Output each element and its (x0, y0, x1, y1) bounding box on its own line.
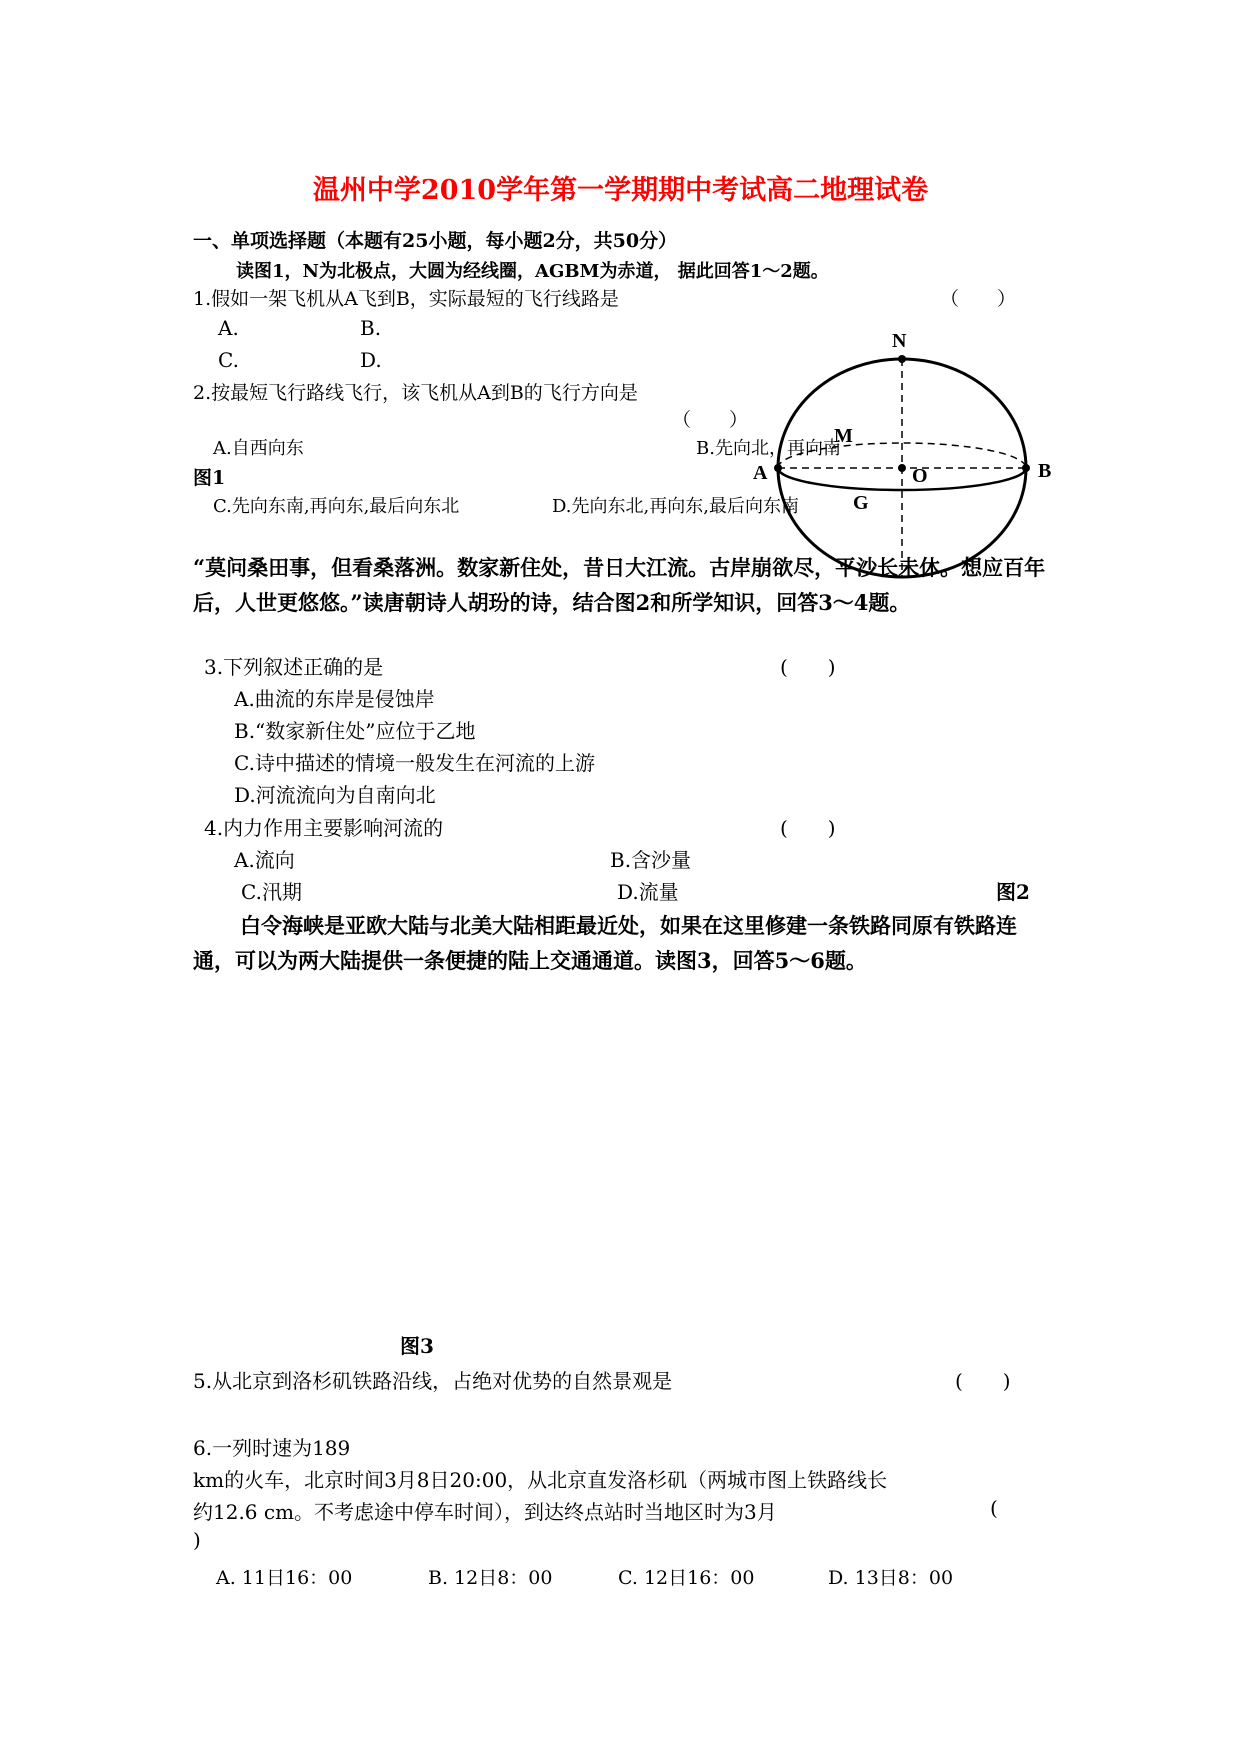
section-heading: 一、单项选择题（本题有25小题，每小题2分，共50分） (193, 230, 678, 252)
q4-option-d: D.流量 (617, 880, 679, 904)
q1-option-c: C. (218, 348, 239, 372)
figure1-caption: 图1 (193, 467, 226, 489)
q4-option-a: A.流向 (234, 848, 295, 872)
q6-paren-open: ( (990, 1496, 998, 1520)
q2-answer-paren: （ ） (672, 409, 749, 431)
q6-option-a: A. 11日16：00 (216, 1567, 353, 1589)
q2-option-c: C.先向东南,再向东,最后向东北 (213, 496, 460, 517)
figure2-caption: 图2 (996, 880, 1030, 904)
q1-option-a: A. (218, 316, 239, 340)
label-a: A (753, 462, 768, 484)
q2-option-a: A.自西向东 (213, 438, 304, 459)
q3-option-d: D.河流流向为自南向北 (234, 783, 436, 807)
label-m: M (834, 425, 853, 447)
q1-stem: 1.假如一架飞机从A飞到B，实际最短的飞行线路是 (193, 288, 619, 310)
q1-option-b: B. (360, 316, 382, 340)
q1-option-d: D. (360, 348, 382, 372)
figure3-caption: 图3 (400, 1334, 434, 1358)
q6-option-b: B. 12日8：00 (428, 1567, 553, 1589)
q4-stem: 4.内力作用主要影响河流的 (204, 816, 444, 840)
poem-passage: “莫问桑田事，但看桑落洲。数家新住处，昔日大江流。古岸崩欲尽，平沙长未休。想应百年后，人世更悠悠。”读唐朝诗人胡玢的诗，结合图2和所学知识，回答3～4题。 (193, 555, 1046, 615)
q4-answer-paren: ( ) (780, 816, 836, 840)
label-n: N (892, 330, 907, 352)
q6-paren-close: ) (193, 1528, 201, 1552)
q6-line-1: 6.一列时速为189 (193, 1436, 351, 1460)
q3-option-a: A.曲流的东岸是侵蚀岸 (234, 687, 435, 711)
q4-option-c: C.汛期 (241, 880, 302, 904)
q5-answer-paren: ( ) (955, 1369, 1011, 1393)
q2-option-b: B.先向北，再向南 (696, 438, 841, 459)
q6-line-3: 约12.6 cm。不考虑途中停车时间），到达终点站时当地区时为3月 (193, 1500, 777, 1524)
q3-answer-paren: ( ) (780, 655, 836, 679)
q3-option-c: C.诗中描述的情境一般发生在河流的上游 (234, 751, 595, 775)
bering-passage: 白令海峡是亚欧大陆与北美大陆相距最近处，如果在这里修建一条铁路同原有铁路连通，可以为两大陆提供一条便捷的陆上交通通道。读图3，回答5～6题。 (193, 913, 1017, 973)
point-b (1022, 464, 1030, 472)
point-o (898, 464, 906, 472)
page-title: 温州中学2010学年第一学期期中考试高二地理试卷 (312, 175, 929, 206)
q2-option-d: D.先向东北,再向东,最后向东南 (552, 496, 799, 517)
q6-option-d: D. 13日8：00 (828, 1567, 954, 1589)
q3-stem: 3.下列叙述正确的是 (204, 655, 384, 679)
q1-answer-paren: （ ） (940, 288, 1017, 310)
q6-line-2: km的火车，北京时间3月8日20:00，从北京直发洛杉矶（两城市图上铁路线长 (193, 1468, 888, 1492)
q6-option-c: C. 12日16：00 (618, 1567, 755, 1589)
q3-option-b: B.“数家新住处”应位于乙地 (234, 719, 476, 743)
section-intro: 读图1，N为北极点，大圆为经线圈，AGBM为赤道， 据此回答1～2题。 (236, 261, 829, 282)
point-a (774, 464, 782, 472)
label-g: G (853, 492, 869, 514)
q4-option-b: B.含沙量 (610, 848, 692, 872)
point-n (898, 355, 906, 363)
q2-stem: 2.按最短飞行路线飞行，该飞机从A到B的飞行方向是 (193, 382, 638, 404)
label-b: B (1038, 460, 1052, 482)
q5-stem: 5.从北京到洛杉矶铁路沿线，占绝对优势的自然景观是 (193, 1369, 673, 1393)
label-o: O (912, 465, 928, 487)
